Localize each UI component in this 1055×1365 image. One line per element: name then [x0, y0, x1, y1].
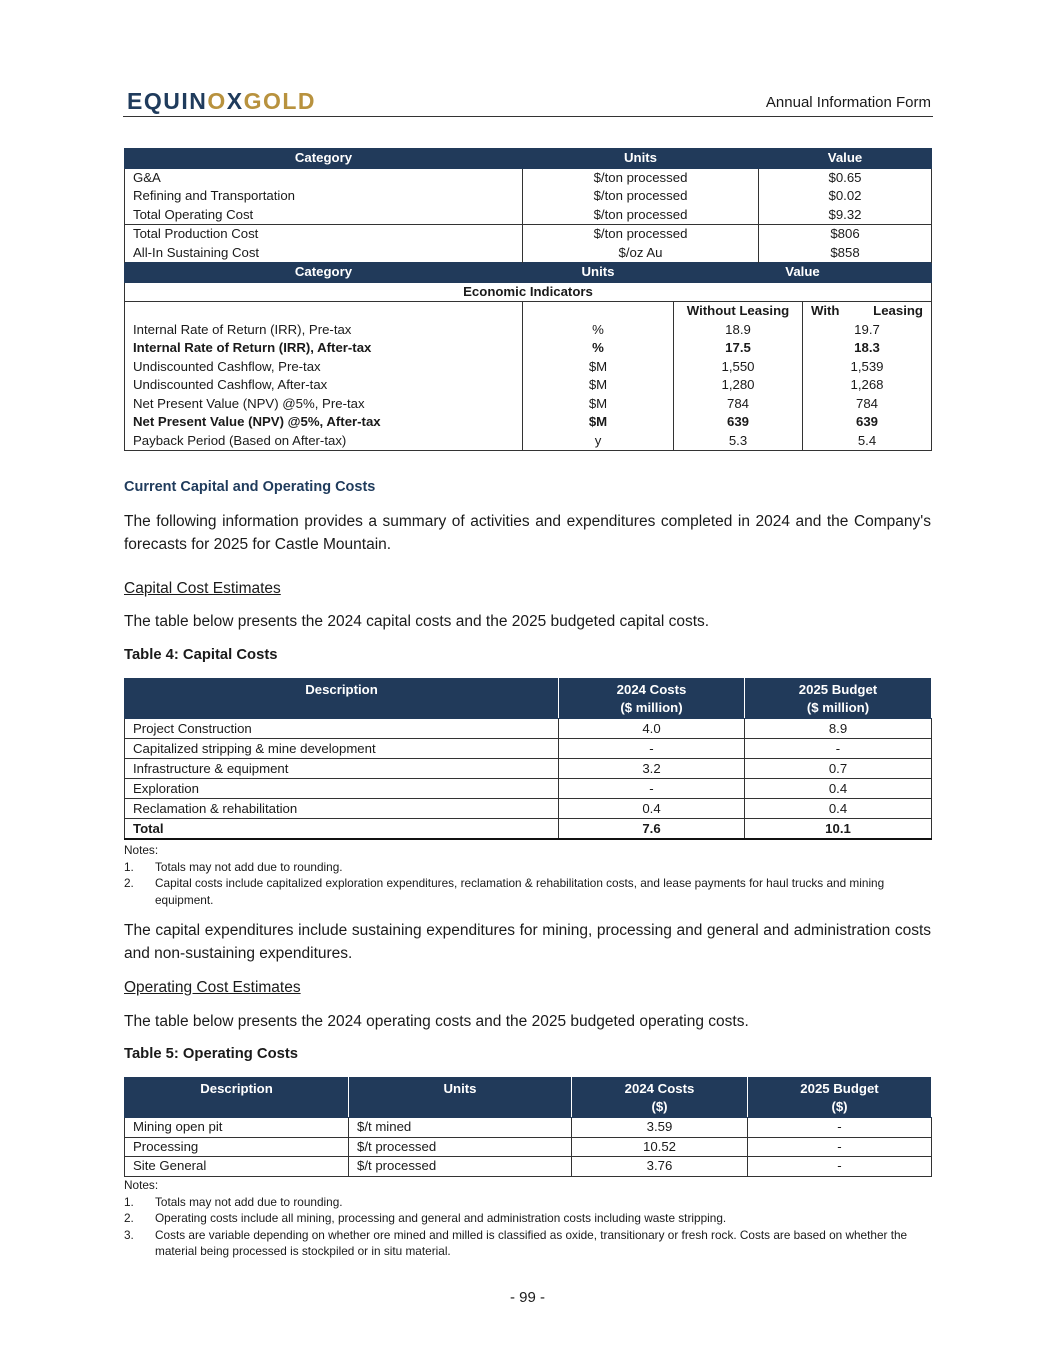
table5-notes: Notes: 1. Totals may not add due to rounding. 2. Operating costs include all mining, processing and general and administration costs including waste stripping. 3. Costs are variable depending on whether ore mined and milled is classified as oxide, transitionary or fresh rock. Costs are based on whether the material being processed is stockpiled or in situ material.	[124, 1177, 931, 1260]
capital-intro-paragraph: The table below presents the 2024 capital costs and the 2025 budgeted capital costs.	[124, 613, 710, 630]
table-row: Refining and Transportation $/ton processed $0.02	[125, 187, 932, 206]
operating-cost-subheading: Operating Cost Estimates	[124, 979, 301, 996]
table-row: Project Construction 4.0 8.9	[125, 719, 932, 739]
table-header-row	[125, 679, 932, 719]
table-row: All-In Sustaining Cost $/oz Au $858	[125, 244, 932, 263]
header-category: Category	[125, 149, 523, 169]
table-row: Processing $/t processed 10.52 -	[125, 1137, 932, 1157]
header-description: Description	[125, 679, 559, 719]
with-leasing-label: With Leasing	[803, 302, 932, 321]
header-2024-costs: 2024 Costs ($ million)	[559, 679, 745, 719]
page-number: - 99 -	[509, 1289, 545, 1306]
header-2024-costs: 2024 Costs ($)	[572, 1078, 748, 1118]
table-row: Mining open pit $/t mined 3.59 -	[125, 1118, 932, 1138]
table-row: Reclamation & rehabilitation 0.4 0.4	[125, 799, 932, 819]
table-row: Net Present Value (NPV) @5%, After-tax $M 639 639	[125, 413, 932, 432]
section-heading: Current Capital and Operating Costs	[124, 479, 376, 495]
note-item: 2. Capital costs include capitalized exploration expenditures, reclamation & rehabilitation costs, and lease payments for haul trucks and mining equipment.	[124, 876, 885, 907]
table-row: Capitalized stripping & mine development - -	[125, 739, 932, 759]
header-units: Units	[523, 149, 759, 169]
leasing-subheader-row	[125, 302, 932, 321]
table-row: Payback Period (Based on After-tax) y 5.3 5.4	[125, 432, 932, 451]
header-description: Description	[125, 1078, 349, 1118]
capital-after-paragraph: The capital expenditures include sustaining expenditures for mining, processing and general and administration costs and non-sustaining expenditures.	[124, 922, 931, 962]
table-header-row	[125, 149, 932, 169]
table4-caption: Table 4: Capital Costs	[124, 647, 278, 663]
table-row: Internal Rate of Return (IRR), Pre-tax % 18.9 19.7	[125, 321, 932, 340]
table-total-row: Total 7.6 10.1	[125, 819, 932, 840]
header-2025-budget: 2025 Budget ($ million)	[745, 679, 932, 719]
table-row: Total Operating Cost $/ton processed $9.32	[125, 206, 932, 225]
table-row: Exploration - 0.4	[125, 779, 932, 799]
table-row: G&A $/ton processed $0.65	[125, 168, 932, 187]
operating-costs-table	[124, 1077, 932, 1177]
note-item: 2. Operating costs include all mining, processing and general and administration costs including waste stripping.	[124, 1211, 727, 1225]
document-title: Annual Information Form	[765, 94, 931, 111]
table-row: Infrastructure & equipment 3.2 0.7	[125, 759, 932, 779]
note-item: 1. Totals may not add due to rounding.	[124, 859, 343, 874]
header-2025-budget: 2025 Budget ($)	[748, 1078, 932, 1118]
note-item: 1. Totals may not add due to rounding.	[124, 1194, 343, 1209]
table-row: Undiscounted Cashflow, Pre-tax $M 1,550 1,539	[125, 358, 932, 377]
capital-costs-table	[124, 678, 932, 840]
note-item: 3. Costs are variable depending on whether ore mined and milled is classified as oxide, transitionary or fresh rock. Costs are based on whether the material being processed is stockpiled or in situ material.	[124, 1227, 908, 1258]
header-category: Category	[125, 263, 523, 283]
table-row: Undiscounted Cashflow, After-tax $M 1,280 1,268	[125, 376, 932, 395]
page-header	[123, 86, 933, 117]
table-header-row	[125, 263, 932, 283]
header-units: Units	[523, 263, 674, 283]
table4-notes: Notes: 1. Totals may not add due to rounding. 2. Capital costs include capitalized exploration expenditures, reclamation & rehabilitation costs, and lease payments for haul trucks and mining equipment.	[124, 842, 931, 908]
table5-caption: Table 5: Operating Costs	[124, 1046, 299, 1062]
economic-indicators-row	[125, 282, 932, 302]
table-row: Internal Rate of Return (IRR), After-tax % 17.5 18.3	[125, 339, 932, 358]
equinox-gold-logo: EQUINOXGOLD	[127, 88, 317, 114]
economic-indicators-label: Economic Indicators	[125, 282, 932, 302]
table-row: Total Production Cost $/ton processed $806	[125, 225, 932, 244]
header-units: Units	[349, 1078, 572, 1118]
header-value: Value	[674, 263, 932, 283]
table-row: Site General $/t processed 3.76 -	[125, 1157, 932, 1177]
intro-paragraph: The following information provides a summary of activities and expenditures completed in 2024 and the Company's forecasts for 2025 for Castle Mountain.	[124, 513, 931, 553]
capital-cost-subheading: Capital Cost Estimates	[124, 580, 281, 597]
table-row: Net Present Value (NPV) @5%, Pre-tax $M 784 784	[125, 395, 932, 414]
without-leasing-label: Without Leasing	[674, 302, 803, 321]
operating-intro-paragraph: The table below presents the 2024 operating costs and the 2025 budgeted operating costs.	[124, 1013, 749, 1030]
cost-and-economics-table	[124, 148, 932, 451]
table-header-row	[125, 1078, 932, 1118]
header-value: Value	[759, 149, 932, 169]
